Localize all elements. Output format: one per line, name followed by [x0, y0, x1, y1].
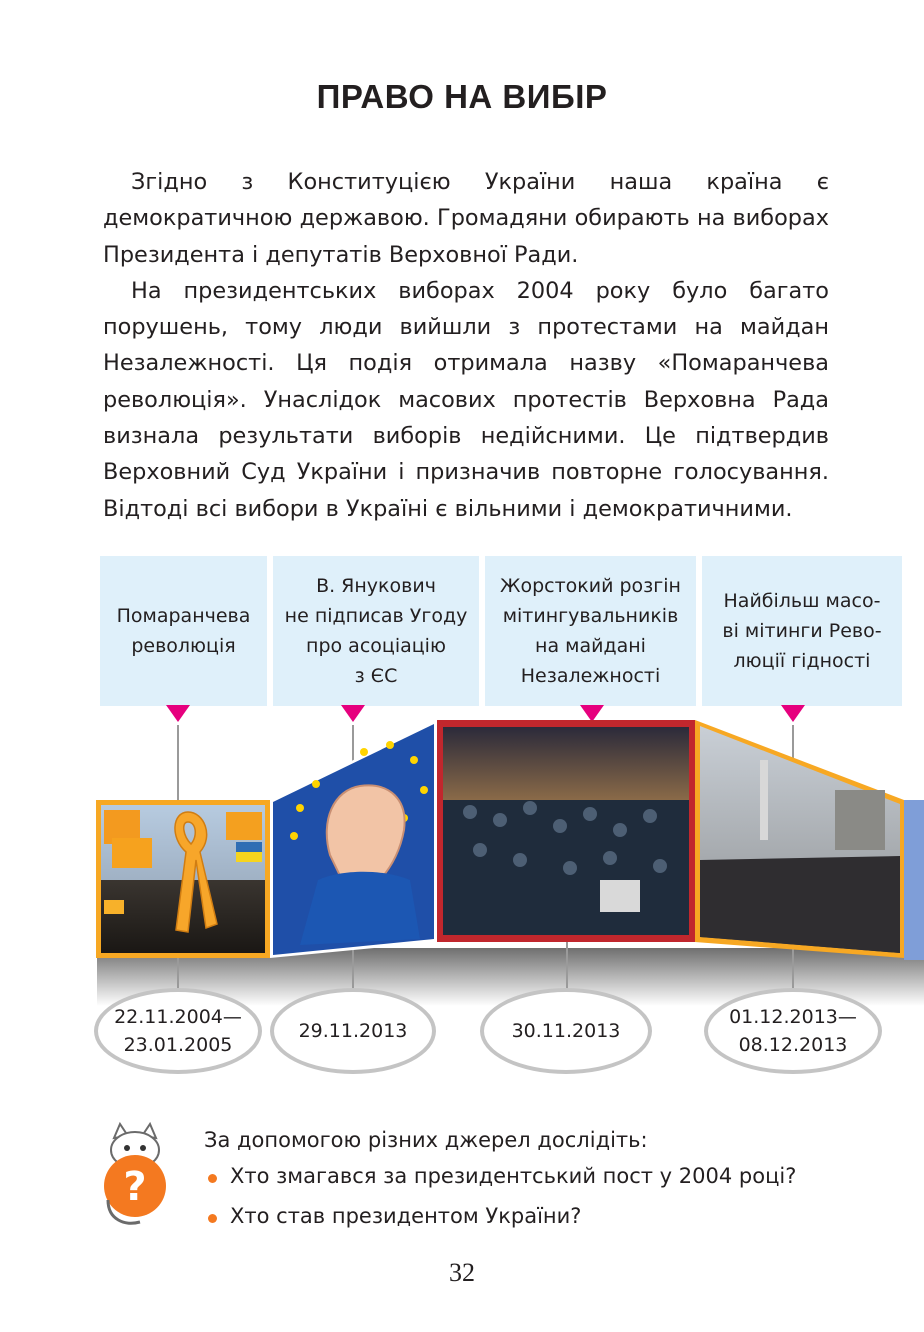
timeline-line-1: [177, 725, 179, 995]
page-title: ПРАВО НА ВИБІР: [316, 78, 608, 115]
timeline-line-3: [566, 725, 568, 995]
page-number: 32: [449, 1258, 475, 1287]
timeline-line-4: [792, 725, 794, 995]
timeline-date-4: 01.12.2013— 08.12.2013: [704, 988, 882, 1074]
cat-question-icon: [100, 1120, 168, 1230]
timeline-caption-2: В. Янукович не підписав Угоду про асоціацію з ЄС: [273, 556, 479, 706]
timeline-pointer-4: [781, 705, 805, 722]
timeline-pointer-2: [341, 705, 365, 722]
paragraph-constitution: Згідно з Конституцією України наша країна є демократичною державою. Громадяни обирають на виборах Президента і депутатів Верховної Ради.: [103, 169, 829, 268]
timeline-line-2: [352, 725, 354, 995]
task-question-2: Хто став президентом України?: [230, 1204, 582, 1228]
paragraph-orange-revolution: На президентських виборах 2004 року було багато порушень, тому люди вийшли з протестами на майдан Незалежності. Ця подія отримала назву «Помаранчева революція». Унаслідок масових протестів Верховна Рада визнала результати виборів недійсними. Це підтвердив Верховний Суд України і призначив повторне голосування. Відтоді всі вибори в Україні є вільними і демократичними.: [103, 277, 829, 522]
svg-text:?: ?: [123, 1164, 147, 1210]
orange-revolution-photo: [96, 800, 270, 958]
mass-rally-photo: [695, 720, 924, 960]
timeline-pointer-1: [166, 705, 190, 722]
bullet-1: [208, 1174, 217, 1183]
timeline-date-2: 29.11.2013: [270, 988, 436, 1074]
timeline-pointer-3: [580, 705, 604, 722]
timeline-date-1: 22.11.2004— 23.01.2005: [94, 988, 262, 1074]
timeline-caption-4: Найбільш масо- ві мітинги Рево- люції гідності: [702, 556, 902, 706]
timeline-caption-3: Жорстокий розгін мітингувальників на майдані Незалежності: [485, 556, 696, 706]
timeline-caption-1: Помаранчева революція: [100, 556, 267, 706]
timeline-date-3: 30.11.2013: [480, 988, 652, 1074]
body-text: [103, 164, 829, 527]
bullet-2: [208, 1214, 217, 1223]
task-question-1: Хто змагався за президентський пост у 2004 році?: [230, 1164, 797, 1188]
task-intro: За допомогою різних джерел дослідіть:: [204, 1128, 648, 1152]
